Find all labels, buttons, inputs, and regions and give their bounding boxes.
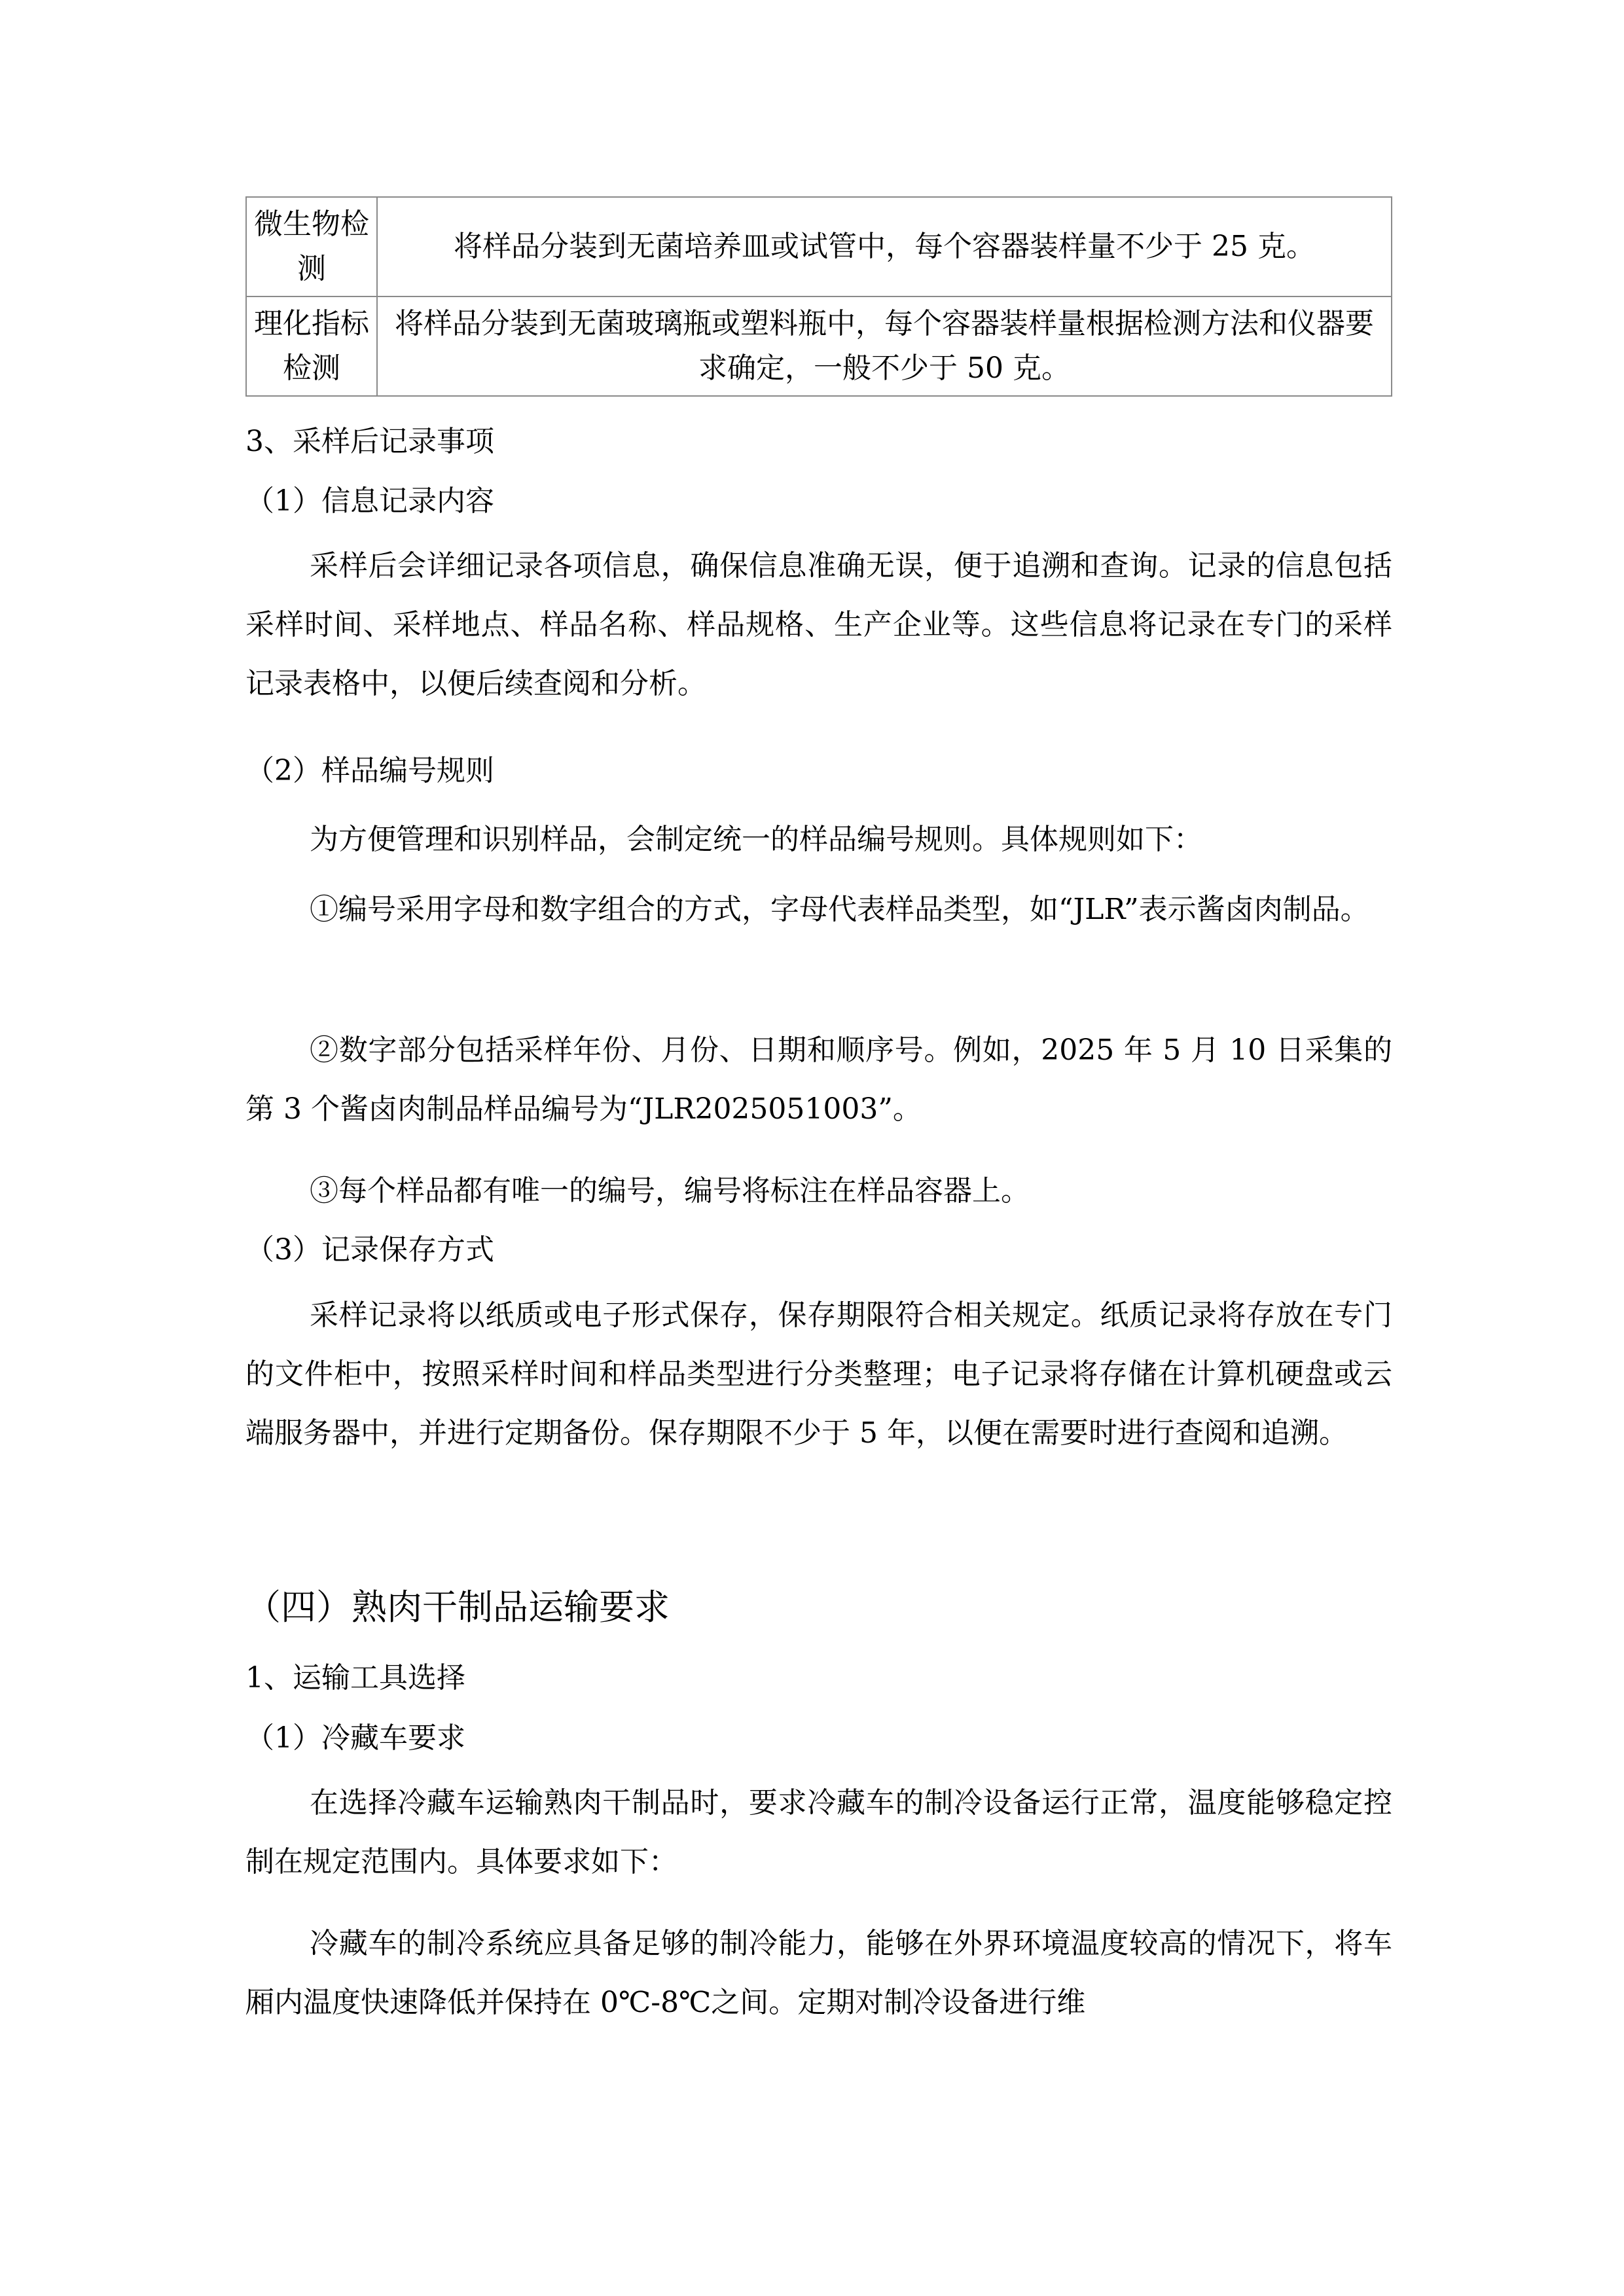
rule-item: ②数字部分包括采样年份、月份、日期和顺序号。例如，2025 年 5 月 10 日采集的第 3 个酱卤肉制品样品编号为“JLR2025051003”。: [245, 1033, 1392, 1126]
rule-item: ③每个样品都有唯一的编号，编号将标注在样品容器上。: [310, 1174, 1030, 1208]
chapter-heading: （四）熟肉干制品运输要求: [245, 1587, 670, 1628]
sampling-requirements-table: [245, 196, 1392, 397]
rule-item: ①编号采用字母和数字组合的方式，字母代表样品类型，如“JLR”表示酱卤肉制品。: [310, 893, 1369, 926]
table-cell-label: 微生物检测: [246, 197, 377, 296]
subsection-heading: （1）冷藏车要求: [245, 1721, 465, 1755]
subsection-heading: （1）信息记录内容: [245, 484, 494, 518]
subsection-heading: （3）记录保存方式: [245, 1233, 494, 1266]
table-cell-content: 将样品分装到无菌培养皿或试管中，每个容器装样量不少于 25 克。: [377, 197, 1392, 296]
paragraph: 在选择冷藏车运输熟肉干制品时，要求冷藏车的制冷设备运行正常，温度能够稳定控制在规定范围内。具体要求如下：: [245, 1786, 1392, 1878]
paragraph: 采样记录将以纸质或电子形式保存，保存期限符合相关规定。纸质记录将存放在专门的文件柜中，按照采样时间和样品类型进行分类整理；电子记录将存储在计算机硬盘或云端服务器中，并进行定期备份。保存期限不少于 5 年，以便在需要时进行查阅和追溯。: [245, 1299, 1392, 1450]
subsection-heading: （2）样品编号规则: [245, 754, 494, 787]
table-row: [246, 296, 1392, 396]
table-cell-label: 理化指标检测: [246, 296, 377, 396]
paragraph: 采样后会详细记录各项信息，确保信息准确无误，便于追溯和查询。记录的信息包括采样时间、采样地点、样品名称、样品规格、生产企业等。这些信息将记录在专门的采样记录表格中，以便后续查阅和分析。: [245, 549, 1392, 700]
table-row: [246, 197, 1392, 296]
paragraph: 冷藏车的制冷系统应具备足够的制冷能力，能够在外界环境温度较高的情况下，将车厢内温度快速降低并保持在 0℃-8℃之间。定期对制冷设备进行维: [245, 1927, 1392, 2019]
table-cell-content: 将样品分装到无菌玻璃瓶或塑料瓶中，每个容器装样量根据检测方法和仪器要求确定，一般不少于 50 克。: [377, 296, 1392, 396]
section-heading: 3、采样后记录事项: [245, 425, 494, 458]
paragraph: 为方便管理和识别样品，会制定统一的样品编号规则。具体规则如下：: [310, 823, 1202, 856]
section-heading: 1、运输工具选择: [245, 1661, 465, 1695]
